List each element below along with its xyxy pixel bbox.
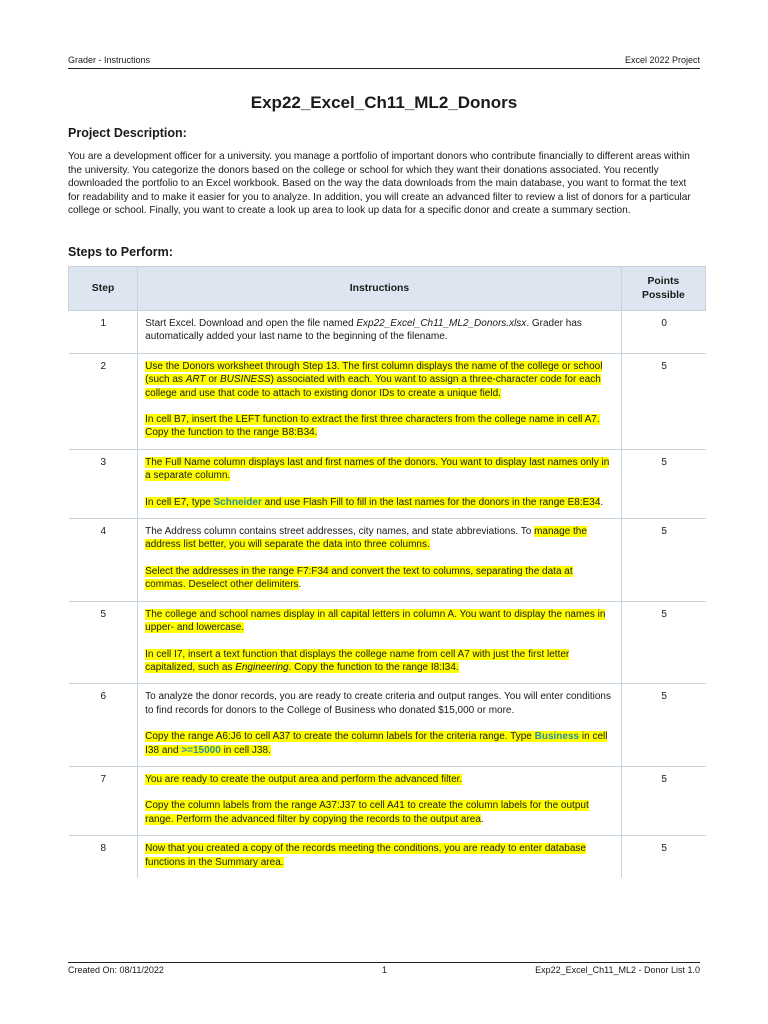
step-instructions [138,766,622,835]
instruction-paragraph [145,525,615,552]
header-right-text: Excel 2022 Project [624,55,700,65]
instruction-text: Start Excel. Download and open the file named [145,318,357,329]
page-footer [68,965,700,976]
footer-rule [68,962,700,963]
col-header-points-line2: Possible [642,289,685,301]
instruction-paragraph [145,456,615,483]
instruction-text: in cell I38 and [145,731,608,756]
instruction-text: Copy the column labels from the range A37:J37 to cell A41 to create the column labels for the output range. Perform the advanced filter by copying the records to the output area [145,800,589,825]
header-left-text: Grader - Instructions [68,55,151,65]
step-number: 1 [69,311,138,354]
step-number: 6 [69,684,138,767]
instruction-text: or [205,374,220,386]
typed-value-text: >=15000 [181,744,221,756]
instruction-text: You are ready to create the output area and perform the advanced filter. [145,773,463,785]
step-number: 3 [69,449,138,518]
col-header-instructions: Instructions [138,267,622,311]
instruction-text: . Grader has automatically added your last name to the beginning of the filename. [145,318,582,343]
footer-document-id: Exp22_Excel_Ch11_ML2 - Donor List 1.0 [535,965,700,975]
instruction-paragraph [145,413,615,440]
step-instructions [138,519,622,602]
instruction-paragraph [145,730,615,757]
instruction-paragraph [145,608,615,635]
instruction-text: The Address column contains street addresses, city names, and state abbreviations. To [145,526,535,538]
instruction-text: manage the address list better, you will separate the data into three columns. [145,526,587,551]
step-number: 8 [69,836,138,878]
step-instructions [138,353,622,449]
step-points: 5 [621,353,705,449]
instruction-paragraph [145,565,615,592]
step-points: 0 [621,311,705,354]
table-row [69,449,706,518]
document-title: Exp22_Excel_Ch11_ML2_Donors [250,93,518,112]
table-row [69,836,706,878]
step-points: 5 [621,519,705,602]
instruction-paragraph [145,360,615,400]
instruction-text: The Full Name column displays last and first names of the donors. You want to display last names only in a separate column. [145,456,610,482]
instruction-text: and use Flash Fill to fill in the last names for the donors in the range E8:E34 [261,496,601,508]
instruction-text: Select the addresses in the range F7:F34 and convert the text to columns, separating the data at commas. Deselect other delimiters [145,565,573,591]
step-instructions [138,449,622,518]
instruction-text: in cell J38. [220,744,271,756]
instruction-paragraph [145,317,615,344]
instruction-paragraph [145,799,615,826]
table-row [69,519,706,602]
step-points: 5 [621,601,705,684]
table-row [69,684,706,767]
step-number: 4 [69,519,138,602]
header-rule [68,68,700,69]
instruction-paragraph [145,648,615,675]
page-header [68,55,700,66]
typed-value-text: Business [534,731,580,743]
instruction-text: The college and school names display in all capital letters in column A. You want to display the names in upper- and lowercase. [145,608,606,634]
instruction-text: ART [185,374,206,386]
instruction-paragraph [145,496,615,509]
steps-table-header [69,267,706,311]
steps-heading: Steps to Perform: [68,245,173,259]
steps-table-body [69,311,706,878]
step-number: 7 [69,766,138,835]
instruction-text: In cell I7, insert a text function that displays the college name from cell A7 with just the first letter capitalized, such as [145,648,570,673]
step-number: 2 [69,353,138,449]
instruction-text: Engineering [235,661,289,673]
col-header-step: Step [69,267,138,311]
table-row [69,311,706,354]
footer-page-number: 1 [382,965,388,975]
table-row [69,353,706,449]
instruction-text: . [298,579,302,591]
instruction-text: Copy the range A6:J6 to cell A37 to create the column labels for the criteria range. Type [145,731,535,743]
instruction-text: . [600,496,604,508]
steps-table [68,266,706,878]
step-number: 5 [69,601,138,684]
table-row [69,766,706,835]
typed-value-text: Schneider [213,496,262,508]
step-points: 5 [621,684,705,767]
step-instructions [138,311,622,354]
instruction-text: BUSINESS [220,374,271,386]
instruction-paragraph [145,842,615,869]
step-instructions [138,684,622,767]
step-instructions [138,601,622,684]
instruction-text: . Copy the function to the range I8:I34. [288,661,459,673]
project-description-heading: Project Description: [68,126,187,140]
instruction-paragraph [145,690,615,717]
col-header-points-line1: Points [647,276,680,288]
step-points: 5 [621,766,705,835]
footer-created-on: Created On: 08/11/2022 [68,965,164,975]
instruction-text: Use the Donors worksheet through Step 13. The first column displays the name of the college or school (such as [145,360,603,386]
step-points: 5 [621,449,705,518]
step-instructions [138,836,622,878]
col-header-points [621,267,705,311]
instruction-text: In cell E7, type [145,496,214,508]
table-row [69,601,706,684]
step-points: 5 [621,836,705,878]
instruction-text: In cell B7, insert the LEFT function to extract the first three characters from the college name in cell A7. Copy the function to the range B8:B34. [145,414,600,439]
instruction-text: . [480,813,484,825]
project-description-text: You are a development officer for a university. you manage a portfolio of important donors who contribute financially to different areas within the university. You categorize the donors based on the college or school for which they want their donations associated. You recently downloaded the portfolio to an Excel workbook. Based on the way the data downloads from the main database, you want to format the text for readability and to make it easier for you to analyze. In addition, you will create an advanced filter to review a list of donors for a particular college or school. Finally, you want to create a look up area to look up data for a specific donor and create a summary section. [68,151,691,217]
instruction-text: To analyze the donor records, you are ready to create criteria and output ranges. You will enter conditions to find records for donors to the College of Business who donated $15,000 or more. [145,691,611,716]
instruction-paragraph [145,773,615,786]
instruction-text: ) associated with each. You want to assign a three-character code for each college and use that code to attach to existing donor IDs to create a unique field. [145,374,601,399]
instruction-text: Exp22_Excel_Ch11_ML2_Donors.xlsx [356,318,527,329]
instruction-text: Now that you created a copy of the records meeting the conditions, you are ready to enter database functions in the Summary area. [145,843,586,868]
